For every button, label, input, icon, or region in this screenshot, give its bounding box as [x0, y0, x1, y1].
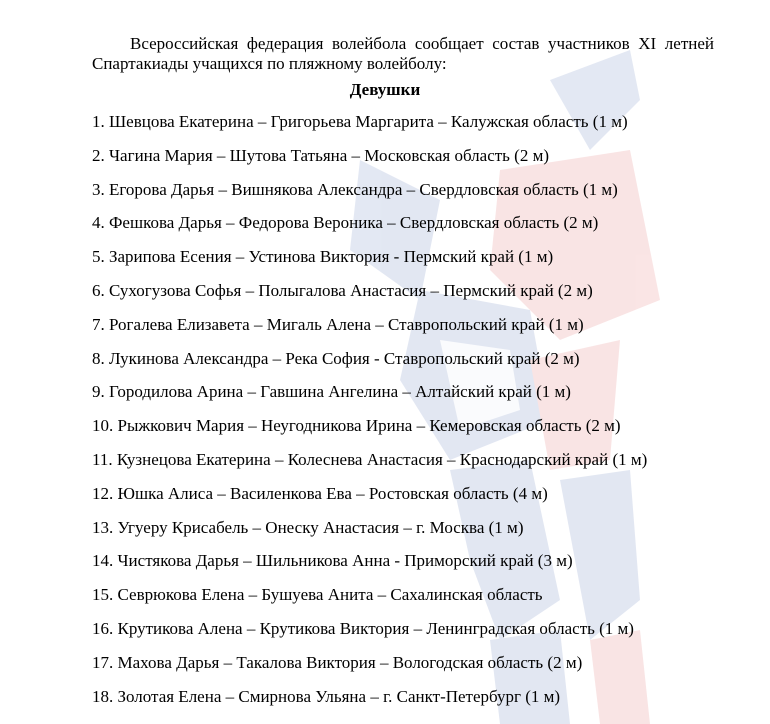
list-item: 12. Юшка Алиса – Василенкова Ева – Ростовская область (4 м)	[92, 483, 548, 503]
list-item: 14. Чистякова Дарья – Шильникова Анна - Приморский край (3 м)	[92, 551, 573, 571]
list-item: 18. Золотая Елена – Смирнова Ульяна – г. Санкт-Петербург (1 м)	[92, 686, 561, 706]
participants-list	[92, 111, 647, 719]
list-item: 2. Чагина Мария – Шутова Татьяна – Московская область (2 м)	[92, 145, 550, 165]
list-item: 17. Махова Дарья – Такалова Виктория – Вологодская область (2 м)	[92, 652, 583, 672]
list-item: 11. Кузнецова Екатерина – Колеснева Анастасия – Краснодарский край (1 м)	[92, 449, 648, 469]
list-item: 3. Егорова Дарья – Вишнякова Александра – Свердловская область (1 м)	[92, 179, 618, 199]
list-item: 8. Лукинова Александра – Река София - Ставропольский край (2 м)	[92, 348, 580, 368]
list-item: 6. Сухогузова Софья – Полыгалова Анастасия – Пермский край (2 м)	[92, 280, 593, 300]
list-item: 9. Городилова Арина – Гавшина Ангелина – Алтайский край (1 м)	[92, 382, 571, 402]
list-item: 15. Севрюкова Елена – Бушуева Анита – Сахалинская область	[92, 585, 543, 605]
list-item: 16. Крутикова Алена – Крутикова Виктория – Ленинградская область (1 м)	[92, 618, 634, 638]
list-item: 1. Шевцова Екатерина – Григорьева Маргарита – Калужская область (1 м)	[92, 112, 628, 131]
list-item: 5. Зарипова Есения – Устинова Виктория - Пермский край (1 м)	[92, 247, 554, 267]
intro-paragraph: Всероссийская федерация волейбола сообщает состав участников XI летней Спартакиады учащихся по пляжному волейболу:	[92, 34, 714, 73]
section-heading-girls: Девушки	[349, 80, 421, 99]
list-item: 7. Рогалева Елизавета – Мигаль Алена – Ставропольский край (1 м)	[92, 314, 584, 334]
list-item: 4. Фешкова Дарья – Федорова Вероника – Свердловская область (2 м)	[92, 213, 599, 233]
list-item: 10. Рыжкович Мария – Неугодникова Ирина – Кемеровская область (2 м)	[92, 416, 621, 436]
list-item: 13. Угуеру Крисабель – Онеску Анастасия – г. Москва (1 м)	[92, 517, 524, 537]
